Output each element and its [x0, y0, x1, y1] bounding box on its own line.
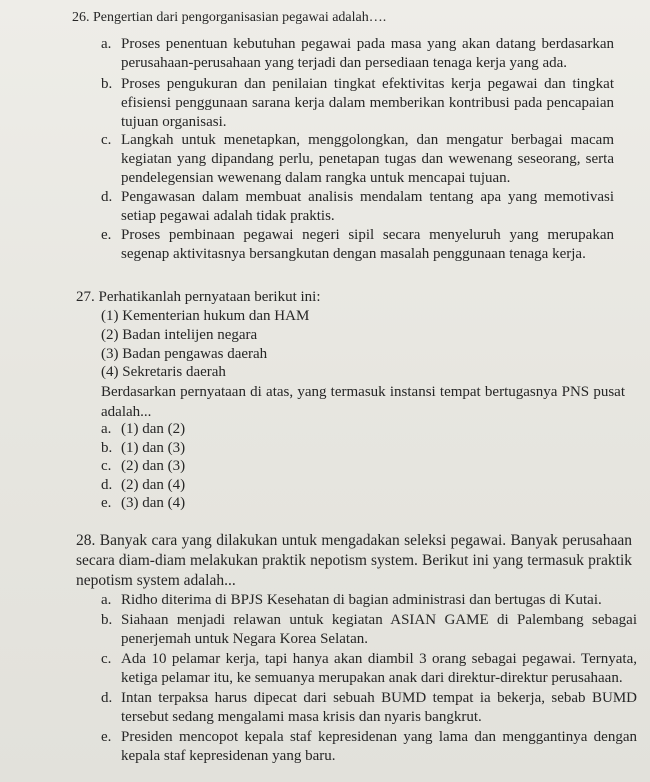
option-letter: c. — [101, 132, 112, 148]
option-text: Proses pembinaan pegawai negeri sipil secara menyeluruh yang merupakan segenap aktivitasnya bersangkutan dengan masalah penggunaan tenaga kerja. — [121, 227, 614, 262]
option-28-a — [101, 591, 637, 610]
question-28-stem — [76, 531, 632, 591]
statement-2: (2) Badan intelijen negara — [101, 327, 258, 343]
option-letter: d. — [101, 189, 113, 205]
statement-3: (3) Badan pengawas daerah — [101, 346, 268, 362]
question-27-stem — [76, 287, 321, 307]
option-27-a — [101, 420, 301, 439]
option-text: Proses pengukuran dan penilaian tingkat efektivitas kerja pegawai dan tingkat efisiensi penggunaan sarana kerja dalam memberikan kontribusi pada pencapaian tujuan organisasi. — [121, 76, 614, 130]
option-letter: c. — [101, 458, 112, 474]
question-stem-text: Perhatikanlah pernyataan berikut ini: — [98, 289, 321, 305]
option-text: (2) dan (4) — [121, 477, 186, 493]
option-28-b — [101, 611, 637, 649]
option-text: (3) dan (4) — [121, 495, 186, 511]
option-26-a — [101, 35, 614, 73]
option-text: Siahaan menjadi relawan untuk kegiatan ASIAN GAME di Palembang sebagai penerjemah untuk Negara Korea Selatan. — [121, 612, 637, 647]
option-text: (1) dan (2) — [121, 421, 186, 437]
option-26-e — [101, 226, 614, 264]
option-27-e — [101, 494, 301, 513]
option-text: Ada 10 pelamar kerja, tapi hanya akan diambil 3 orang sebagai pegawai. Ternyata, ketiga pelamar itu, ke semuanya merupakan anak dari direktur-direktur perusahaan. — [121, 651, 637, 686]
question-number: 28. — [76, 532, 96, 549]
option-text: Intan terpaksa harus dipecat dari sebuah BUMD tempat ia bekerja, sebab BUMD tersebut sedang mengalami masa krisis dan nyaris bangkrut. — [121, 690, 637, 725]
option-28-c — [101, 650, 637, 688]
option-letter: a. — [101, 36, 112, 52]
question-stem-text: Banyak cara yang dilakukan untuk mengadakan seleksi pegawai. Banyak perusahaan secara diam-diam melakukan praktik nepotism system. Berikut ini yang termasuk praktik nepotism system adalah... — [76, 532, 633, 589]
option-letter: e. — [101, 729, 112, 745]
option-letter: e. — [101, 495, 112, 511]
option-text: (2) dan (3) — [121, 458, 186, 474]
option-text: Proses penentuan kebutuhan pegawai pada masa yang akan datang berdasarkan perusahaan-perusahaan yang terjadi dan persediaan tenaga kerja yang ada. — [121, 36, 614, 71]
question-stem-text: Pengertian dari pengorganisasian pegawai adalah…. — [93, 10, 387, 25]
question-27-prompt: Berdasarkan pernyataan di atas, yang termasuk instansi tempat bertugasnya PNS pusat adalah... — [101, 384, 625, 420]
option-26-b — [101, 75, 614, 132]
question-26-stem — [72, 8, 386, 28]
question-number: 27. — [76, 289, 95, 305]
option-text: Langkah untuk menetapkan, menggolongkan, dan mengatur berbagai macam kegiatan yang dipandang perlu, penetapan tugas dan wewenang seseorang, serta pendelegensian wewenang dalam rangka untuk mencapai tujuan. — [121, 132, 614, 186]
option-letter: b. — [101, 612, 113, 628]
option-text: Pengawasan dalam membuat analisis mendalam tentang apa yang memotivasi setiap pegawai adalah tidak praktis. — [121, 189, 614, 224]
option-27-d — [101, 476, 301, 495]
statement-4: (4) Sekretaris daerah — [101, 364, 226, 380]
option-letter: c. — [101, 651, 112, 667]
option-26-d — [101, 188, 614, 226]
option-text: (1) dan (3) — [121, 440, 186, 456]
option-27-c — [101, 457, 301, 476]
option-letter: e. — [101, 227, 112, 243]
option-letter: d. — [101, 690, 113, 706]
option-text: Presiden mencopot kepala staf kepresidenan yang lama dan menggantinya dengan kepala staf kepresidenan yang baru. — [121, 729, 637, 764]
option-letter: a. — [101, 421, 112, 437]
option-letter: b. — [101, 76, 113, 92]
option-26-c — [101, 131, 614, 188]
option-text: Ridho diterima di BPJS Kesehatan di bagian administrasi dan bertugas di Kutai. — [121, 592, 602, 608]
option-28-d — [101, 689, 637, 727]
option-letter: a. — [101, 592, 112, 608]
statement-1: (1) Kementerian hukum dan HAM — [101, 308, 310, 324]
option-letter: d. — [101, 477, 113, 493]
question-number: 26. — [72, 10, 90, 25]
option-letter: b. — [101, 440, 113, 456]
option-27-b — [101, 439, 301, 458]
option-28-e — [101, 728, 637, 766]
